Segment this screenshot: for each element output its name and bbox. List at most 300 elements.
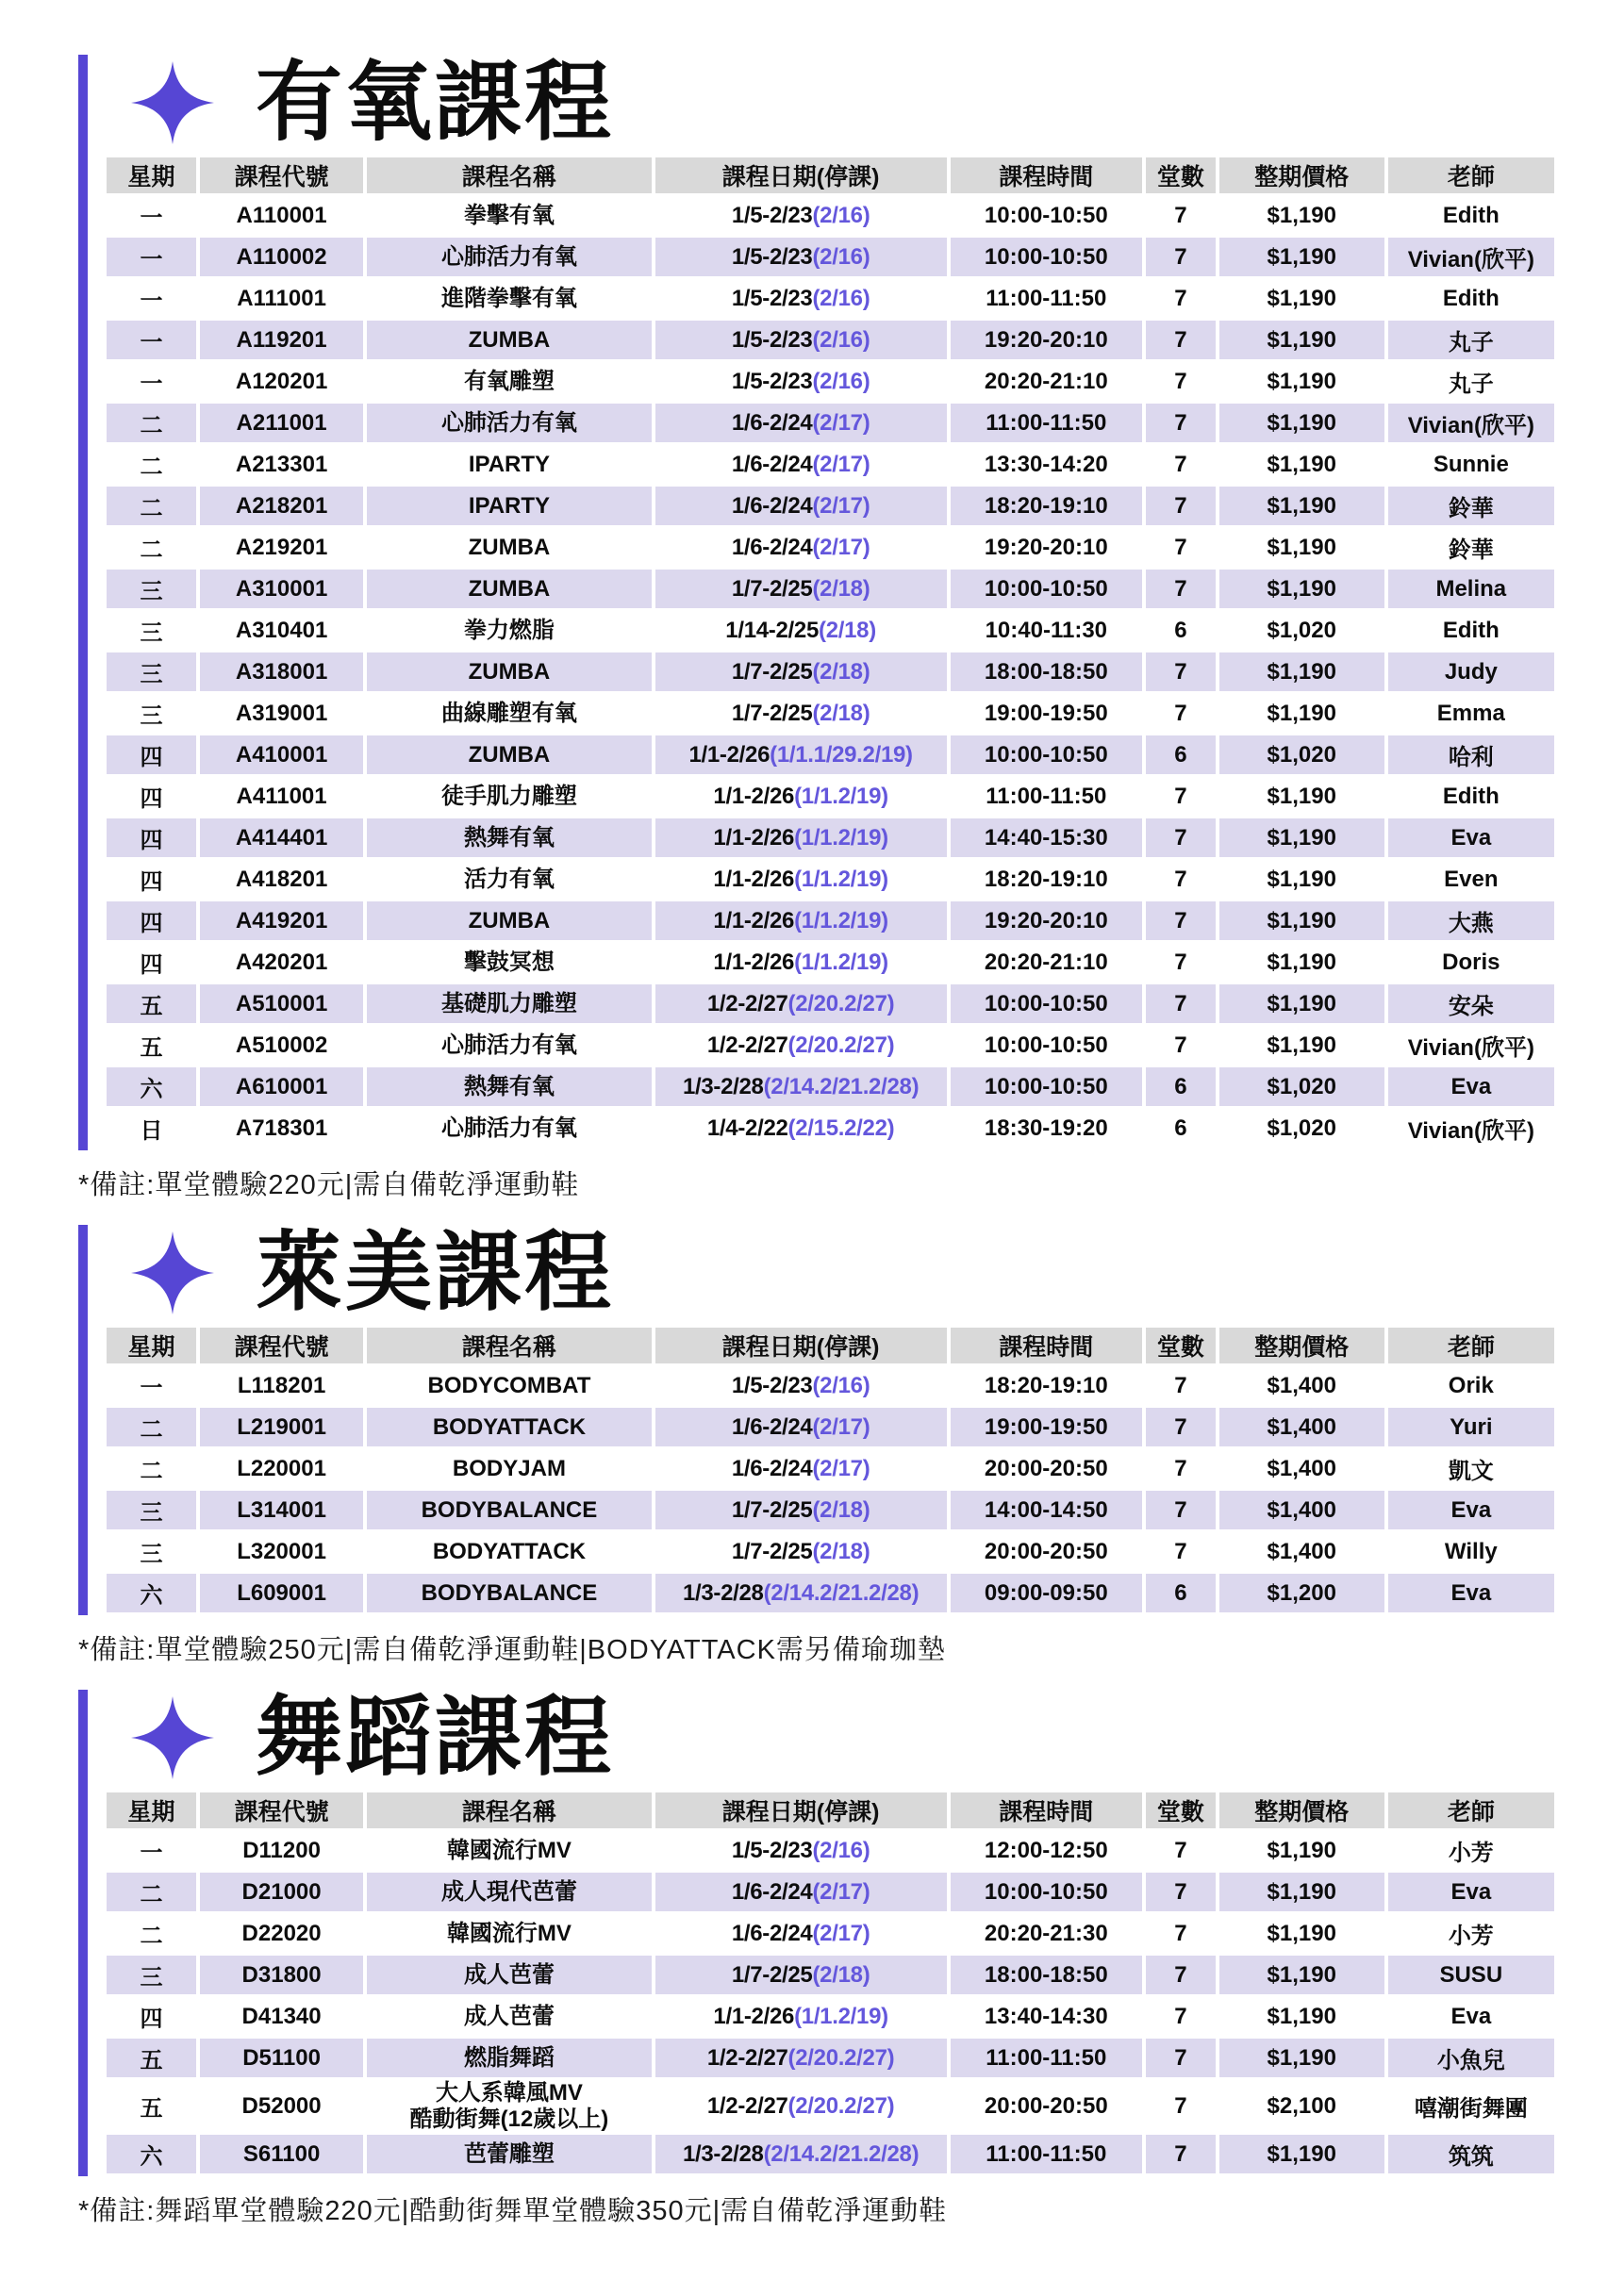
course-date-cell: 1/6-2/24(2/17)	[655, 487, 947, 525]
table-row	[107, 1997, 1554, 2036]
course-code-cell: A110001	[200, 196, 363, 235]
sessions-cell: 6	[1146, 735, 1216, 774]
course-date-cell: 1/5-2/23(2/16)	[655, 321, 947, 359]
course-name-cell: BODYCOMBAT	[367, 1366, 651, 1405]
course-code-cell: A418201	[200, 860, 363, 899]
teacher-cell: Eva	[1388, 1067, 1554, 1106]
course-name-cell: ZUMBA	[367, 321, 651, 359]
price-cell: $1,190	[1219, 279, 1384, 318]
course-date-cell: 1/2-2/27(2/20.2/27)	[655, 984, 947, 1023]
sessions-cell: 7	[1146, 1956, 1216, 1994]
sessions-cell: 7	[1146, 196, 1216, 235]
course-name-cell: 徒手肌力雕塑	[367, 777, 651, 816]
teacher-cell: Eva	[1388, 1997, 1554, 2036]
teacher-cell: 小魚兒	[1388, 2039, 1554, 2077]
sessions-cell: 6	[1146, 1067, 1216, 1106]
price-cell: $1,190	[1219, 818, 1384, 857]
table-row	[107, 570, 1554, 608]
course-name-cell: 活力有氧	[367, 860, 651, 899]
course-time-cell: 09:00-09:50	[951, 1574, 1142, 1612]
table-row	[107, 735, 1554, 774]
course-name-cell: 擊鼓冥想	[367, 943, 651, 982]
teacher-cell: Edith	[1388, 279, 1554, 318]
course-date-cell: 1/7-2/25(2/18)	[655, 694, 947, 733]
column-header: 課程日期(停課)	[655, 1328, 947, 1363]
price-cell: $1,190	[1219, 984, 1384, 1023]
course-name-cell: 心肺活力有氧	[367, 238, 651, 276]
course-time-cell: 18:00-18:50	[951, 652, 1142, 691]
course-time-cell: 11:00-11:50	[951, 777, 1142, 816]
price-cell: $1,190	[1219, 2135, 1384, 2173]
price-cell: $1,190	[1219, 445, 1384, 484]
day-cell: 一	[107, 279, 196, 318]
course-time-cell: 10:00-10:50	[951, 984, 1142, 1023]
day-cell: 二	[107, 404, 196, 442]
course-name-cell: 燃脂舞蹈	[367, 2039, 651, 2077]
day-cell: 一	[107, 321, 196, 359]
teacher-cell: 鈴華	[1388, 528, 1554, 567]
sessions-cell: 7	[1146, 943, 1216, 982]
course-name-cell: 韓國流行MV	[367, 1831, 651, 1870]
course-code-cell: A211001	[200, 404, 363, 442]
course-name-cell: 韓國流行MV	[367, 1914, 651, 1953]
column-header: 課程代號	[200, 157, 363, 193]
course-time-cell: 13:30-14:20	[951, 445, 1142, 484]
table-row	[107, 1408, 1554, 1446]
price-cell: $1,190	[1219, 943, 1384, 982]
column-header: 星期	[107, 157, 196, 193]
course-date-cell: 1/7-2/25(2/18)	[655, 1956, 947, 1994]
day-cell: 三	[107, 570, 196, 608]
section-aerobic-content	[78, 55, 1558, 1150]
course-date-cell: 1/6-2/24(2/17)	[655, 1873, 947, 1911]
price-cell: $1,400	[1219, 1491, 1384, 1529]
price-cell: $1,020	[1219, 1109, 1384, 1148]
course-date-cell: 1/7-2/25(2/18)	[655, 1532, 947, 1571]
column-header: 堂數	[1146, 1328, 1216, 1363]
course-date-cell: 1/5-2/23(2/16)	[655, 1366, 947, 1405]
course-time-cell: 14:40-15:30	[951, 818, 1142, 857]
teacher-cell: 小芳	[1388, 1914, 1554, 1953]
course-date-cell: 1/1-2/26(1/1.1/29.2/19)	[655, 735, 947, 774]
table-header-row	[107, 1328, 1554, 1363]
teacher-cell: Orik	[1388, 1366, 1554, 1405]
course-code-cell: L219001	[200, 1408, 363, 1446]
course-date-cell: 1/3-2/28(2/14.2/21.2/28)	[655, 1067, 947, 1106]
day-cell: 四	[107, 818, 196, 857]
table-row	[107, 943, 1554, 982]
course-code-cell: A218201	[200, 487, 363, 525]
diamond-icon	[131, 57, 214, 149]
day-cell: 三	[107, 1956, 196, 1994]
course-time-cell: 20:20-21:10	[951, 943, 1142, 982]
course-date-cell: 1/7-2/25(2/18)	[655, 652, 947, 691]
course-time-cell: 14:00-14:50	[951, 1491, 1142, 1529]
price-cell: $1,190	[1219, 196, 1384, 235]
course-name-cell: ZUMBA	[367, 528, 651, 567]
course-time-cell: 11:00-11:50	[951, 279, 1142, 318]
course-name-cell: 芭蕾雕塑	[367, 2135, 651, 2173]
course-name-cell: 心肺活力有氧	[367, 1026, 651, 1065]
sessions-cell: 6	[1146, 611, 1216, 650]
course-time-cell: 19:00-19:50	[951, 1408, 1142, 1446]
section-lesmills	[78, 1225, 1558, 1667]
day-cell: 二	[107, 1873, 196, 1911]
course-code-cell: A120201	[200, 362, 363, 401]
column-header: 星期	[107, 1328, 196, 1363]
price-cell: $1,400	[1219, 1408, 1384, 1446]
course-code-cell: A319001	[200, 694, 363, 733]
day-cell: 三	[107, 611, 196, 650]
section-title-dance: 舞蹈課程	[256, 1689, 615, 1786]
course-time-cell: 10:00-10:50	[951, 1873, 1142, 1911]
column-header: 課程代號	[200, 1328, 363, 1363]
day-cell: 二	[107, 487, 196, 525]
teacher-cell: Sunnie	[1388, 445, 1554, 484]
course-name-cell: 成人現代芭蕾	[367, 1873, 651, 1911]
day-cell: 五	[107, 1026, 196, 1065]
sessions-cell: 6	[1146, 1574, 1216, 1612]
column-header: 整期價格	[1219, 1328, 1384, 1363]
price-cell: $1,190	[1219, 528, 1384, 567]
sessions-cell: 7	[1146, 279, 1216, 318]
table-row	[107, 611, 1554, 650]
teacher-cell: Vivian(欣平)	[1388, 404, 1554, 442]
column-header: 課程時間	[951, 1328, 1142, 1363]
teacher-cell: 嘻潮街舞團	[1388, 2080, 1554, 2132]
course-name-cell: IPARTY	[367, 487, 651, 525]
table-row	[107, 652, 1554, 691]
teacher-cell: Eva	[1388, 1491, 1554, 1529]
course-code-cell: D31800	[200, 1956, 363, 1994]
course-code-cell: A119201	[200, 321, 363, 359]
section-note-lesmills: *備註:單堂體驗250元|需自備乾淨運動鞋|BODYATTACK需另備瑜珈墊	[78, 1635, 946, 1665]
course-time-cell: 11:00-11:50	[951, 2039, 1142, 2077]
table-row	[107, 2080, 1554, 2132]
table-row	[107, 860, 1554, 899]
price-cell: $1,190	[1219, 404, 1384, 442]
course-code-cell: A310001	[200, 570, 363, 608]
course-date-cell: 1/6-2/24(2/17)	[655, 404, 947, 442]
course-date-cell: 1/1-2/26(1/1.2/19)	[655, 818, 947, 857]
course-time-cell: 19:20-20:10	[951, 901, 1142, 940]
teacher-cell: Eva	[1388, 1574, 1554, 1612]
course-time-cell: 19:20-20:10	[951, 321, 1142, 359]
course-time-cell: 11:00-11:50	[951, 2135, 1142, 2173]
column-header: 堂數	[1146, 157, 1216, 193]
sessions-cell: 7	[1146, 818, 1216, 857]
table-header-row	[107, 157, 1554, 193]
price-cell: $1,190	[1219, 652, 1384, 691]
teacher-cell: SUSU	[1388, 1956, 1554, 1994]
sessions-cell: 7	[1146, 487, 1216, 525]
column-header: 課程時間	[951, 1792, 1142, 1828]
teacher-cell: Willy	[1388, 1532, 1554, 1571]
table-row	[107, 528, 1554, 567]
sessions-cell: 7	[1146, 404, 1216, 442]
section-dance	[78, 1690, 1558, 2228]
column-header: 整期價格	[1219, 157, 1384, 193]
table-row	[107, 777, 1554, 816]
sessions-cell: 7	[1146, 2135, 1216, 2173]
sessions-cell: 7	[1146, 1873, 1216, 1911]
column-header: 老師	[1388, 1328, 1554, 1363]
price-cell: $1,190	[1219, 1831, 1384, 1870]
course-date-cell: 1/1-2/26(1/1.2/19)	[655, 901, 947, 940]
course-code-cell: L609001	[200, 1574, 363, 1612]
course-time-cell: 19:00-19:50	[951, 694, 1142, 733]
table-row	[107, 1574, 1554, 1612]
sessions-cell: 7	[1146, 860, 1216, 899]
teacher-cell: 小芳	[1388, 1831, 1554, 1870]
column-header: 課程日期(停課)	[655, 1792, 947, 1828]
course-time-cell: 10:00-10:50	[951, 570, 1142, 608]
teacher-cell: 安朵	[1388, 984, 1554, 1023]
teacher-cell: 凱文	[1388, 1449, 1554, 1488]
table-row	[107, 321, 1554, 359]
day-cell: 一	[107, 1831, 196, 1870]
course-code-cell: D52000	[200, 2080, 363, 2132]
sessions-cell: 7	[1146, 528, 1216, 567]
course-code-cell: D21000	[200, 1873, 363, 1911]
course-name-cell: 成人芭蕾	[367, 1956, 651, 1994]
price-cell: $1,200	[1219, 1574, 1384, 1612]
teacher-cell: 大燕	[1388, 901, 1554, 940]
course-time-cell: 18:20-19:10	[951, 487, 1142, 525]
course-code-cell: L320001	[200, 1532, 363, 1571]
teacher-cell: Vivian(欣平)	[1388, 1109, 1554, 1148]
day-cell: 一	[107, 238, 196, 276]
course-date-cell: 1/14-2/25(2/18)	[655, 611, 947, 650]
sessions-cell: 7	[1146, 238, 1216, 276]
course-table-dance	[103, 1790, 1558, 2176]
sessions-cell: 7	[1146, 1914, 1216, 1953]
course-name-cell: 心肺活力有氧	[367, 1109, 651, 1148]
price-cell: $1,190	[1219, 1956, 1384, 1994]
sessions-cell: 7	[1146, 777, 1216, 816]
day-cell: 二	[107, 528, 196, 567]
sessions-cell: 7	[1146, 1366, 1216, 1405]
course-time-cell: 20:00-20:50	[951, 1532, 1142, 1571]
table-row	[107, 2039, 1554, 2077]
course-code-cell: A718301	[200, 1109, 363, 1148]
price-cell: $1,190	[1219, 362, 1384, 401]
course-date-cell: 1/7-2/25(2/18)	[655, 570, 947, 608]
table-row	[107, 238, 1554, 276]
price-cell: $1,020	[1219, 1067, 1384, 1106]
teacher-cell: 筑筑	[1388, 2135, 1554, 2173]
course-date-cell: 1/6-2/24(2/17)	[655, 445, 947, 484]
teacher-cell: 丸子	[1388, 321, 1554, 359]
course-code-cell: A414401	[200, 818, 363, 857]
price-cell: $1,190	[1219, 2039, 1384, 2077]
day-cell: 三	[107, 694, 196, 733]
price-cell: $1,020	[1219, 735, 1384, 774]
table-row	[107, 1831, 1554, 1870]
table-row	[107, 1532, 1554, 1571]
course-name-cell: ZUMBA	[367, 901, 651, 940]
sessions-cell: 7	[1146, 362, 1216, 401]
teacher-cell: Edith	[1388, 196, 1554, 235]
course-name-cell: 曲線雕塑有氧	[367, 694, 651, 733]
diamond-icon	[131, 1227, 214, 1319]
day-cell: 四	[107, 735, 196, 774]
table-row	[107, 445, 1554, 484]
sessions-cell: 7	[1146, 694, 1216, 733]
table-row	[107, 2135, 1554, 2173]
course-time-cell: 18:30-19:20	[951, 1109, 1142, 1148]
course-time-cell: 20:00-20:50	[951, 1449, 1142, 1488]
table-header-row	[107, 1792, 1554, 1828]
day-cell: 三	[107, 652, 196, 691]
diamond-icon	[131, 1692, 214, 1784]
day-cell: 四	[107, 1997, 196, 2036]
course-code-cell: A213301	[200, 445, 363, 484]
course-time-cell: 18:20-19:10	[951, 1366, 1142, 1405]
course-name-cell: 熱舞有氧	[367, 818, 651, 857]
course-date-cell: 1/5-2/23(2/16)	[655, 196, 947, 235]
table-row	[107, 1109, 1554, 1148]
course-time-cell: 18:00-18:50	[951, 1956, 1142, 1994]
course-date-cell: 1/3-2/28(2/14.2/21.2/28)	[655, 1574, 947, 1612]
course-date-cell: 1/3-2/28(2/14.2/21.2/28)	[655, 2135, 947, 2173]
day-cell: 一	[107, 196, 196, 235]
section-lesmills-content	[78, 1225, 1558, 1615]
course-time-cell: 12:00-12:50	[951, 1831, 1142, 1870]
sessions-cell: 7	[1146, 570, 1216, 608]
day-cell: 四	[107, 943, 196, 982]
course-name-cell: 拳力燃脂	[367, 611, 651, 650]
price-cell: $1,190	[1219, 238, 1384, 276]
course-date-cell: 1/6-2/24(2/17)	[655, 1914, 947, 1953]
section-dance-content	[78, 1690, 1558, 2176]
course-code-cell: L118201	[200, 1366, 363, 1405]
teacher-cell: Eva	[1388, 1873, 1554, 1911]
course-name-cell: 熱舞有氧	[367, 1067, 651, 1106]
course-code-cell: A419201	[200, 901, 363, 940]
day-cell: 二	[107, 1449, 196, 1488]
day-cell: 二	[107, 1408, 196, 1446]
course-code-cell: A219201	[200, 528, 363, 567]
column-header: 課程名稱	[367, 1792, 651, 1828]
teacher-cell: Melina	[1388, 570, 1554, 608]
course-time-cell: 19:20-20:10	[951, 528, 1142, 567]
table-row	[107, 1067, 1554, 1106]
sessions-cell: 7	[1146, 1997, 1216, 2036]
course-time-cell: 10:00-10:50	[951, 735, 1142, 774]
course-table-aerobic	[103, 155, 1558, 1150]
section-note-aerobic: *備註:單堂體驗220元|需自備乾淨運動鞋	[78, 1170, 580, 1200]
table-row	[107, 487, 1554, 525]
sessions-cell: 7	[1146, 652, 1216, 691]
price-cell: $2,100	[1219, 2080, 1384, 2132]
column-header: 課程名稱	[367, 1328, 651, 1363]
course-date-cell: 1/2-2/27(2/20.2/27)	[655, 2039, 947, 2077]
day-cell: 一	[107, 1366, 196, 1405]
teacher-cell: Yuri	[1388, 1408, 1554, 1446]
price-cell: $1,190	[1219, 694, 1384, 733]
table-row	[107, 818, 1554, 857]
price-cell: $1,190	[1219, 321, 1384, 359]
section-title-lesmills: 萊美課程	[256, 1224, 615, 1321]
course-name-cell: 有氧雕塑	[367, 362, 651, 401]
course-time-cell: 18:20-19:10	[951, 860, 1142, 899]
sessions-cell: 7	[1146, 2080, 1216, 2132]
price-cell: $1,190	[1219, 777, 1384, 816]
table-row	[107, 362, 1554, 401]
section-aerobic	[78, 55, 1558, 1202]
course-name-cell: BODYJAM	[367, 1449, 651, 1488]
teacher-cell: Vivian(欣平)	[1388, 238, 1554, 276]
day-cell: 四	[107, 777, 196, 816]
price-cell: $1,020	[1219, 611, 1384, 650]
course-code-cell: A420201	[200, 943, 363, 982]
course-name-cell: BODYATTACK	[367, 1532, 651, 1571]
course-name-cell: 成人芭蕾	[367, 1997, 651, 2036]
price-cell: $1,400	[1219, 1532, 1384, 1571]
course-date-cell: 1/1-2/26(1/1.2/19)	[655, 1997, 947, 2036]
column-header: 星期	[107, 1792, 196, 1828]
column-header: 課程名稱	[367, 157, 651, 193]
day-cell: 日	[107, 1109, 196, 1148]
teacher-cell: 哈利	[1388, 735, 1554, 774]
teacher-cell: Doris	[1388, 943, 1554, 982]
course-date-cell: 1/2-2/27(2/20.2/27)	[655, 2080, 947, 2132]
price-cell: $1,190	[1219, 570, 1384, 608]
teacher-cell: Judy	[1388, 652, 1554, 691]
course-code-cell: A310401	[200, 611, 363, 650]
course-code-cell: S61100	[200, 2135, 363, 2173]
sessions-cell: 7	[1146, 445, 1216, 484]
teacher-cell: 鈴華	[1388, 487, 1554, 525]
course-date-cell: 1/5-2/23(2/16)	[655, 1831, 947, 1870]
price-cell: $1,190	[1219, 901, 1384, 940]
table-row	[107, 1366, 1554, 1405]
teacher-cell: 丸子	[1388, 362, 1554, 401]
sessions-cell: 7	[1146, 901, 1216, 940]
day-cell: 四	[107, 901, 196, 940]
course-time-cell: 10:40-11:30	[951, 611, 1142, 650]
course-code-cell: D22020	[200, 1914, 363, 1953]
course-date-cell: 1/5-2/23(2/16)	[655, 362, 947, 401]
course-date-cell: 1/7-2/25(2/18)	[655, 1491, 947, 1529]
course-time-cell: 20:20-21:30	[951, 1914, 1142, 1953]
table-row	[107, 196, 1554, 235]
price-cell: $1,190	[1219, 1026, 1384, 1065]
day-cell: 六	[107, 1574, 196, 1612]
course-time-cell: 10:00-10:50	[951, 1026, 1142, 1065]
course-code-cell: L314001	[200, 1491, 363, 1529]
course-time-cell: 10:00-10:50	[951, 196, 1142, 235]
course-date-cell: 1/6-2/24(2/17)	[655, 1408, 947, 1446]
table-row	[107, 1873, 1554, 1911]
course-name-cell: 基礎肌力雕塑	[367, 984, 651, 1023]
course-code-cell: A318001	[200, 652, 363, 691]
price-cell: $1,400	[1219, 1449, 1384, 1488]
day-cell: 五	[107, 2080, 196, 2132]
sessions-cell: 7	[1146, 1491, 1216, 1529]
table-row	[107, 1026, 1554, 1065]
course-date-cell: 1/6-2/24(2/17)	[655, 1449, 947, 1488]
section-title-aerobic: 有氧課程	[256, 54, 615, 151]
course-code-cell: D51100	[200, 2039, 363, 2077]
course-name-cell: 拳擊有氧	[367, 196, 651, 235]
sessions-cell: 7	[1146, 984, 1216, 1023]
sessions-cell: 6	[1146, 1109, 1216, 1148]
section-header	[103, 1225, 1558, 1323]
course-time-cell: 11:00-11:50	[951, 404, 1142, 442]
course-date-cell: 1/6-2/24(2/17)	[655, 528, 947, 567]
